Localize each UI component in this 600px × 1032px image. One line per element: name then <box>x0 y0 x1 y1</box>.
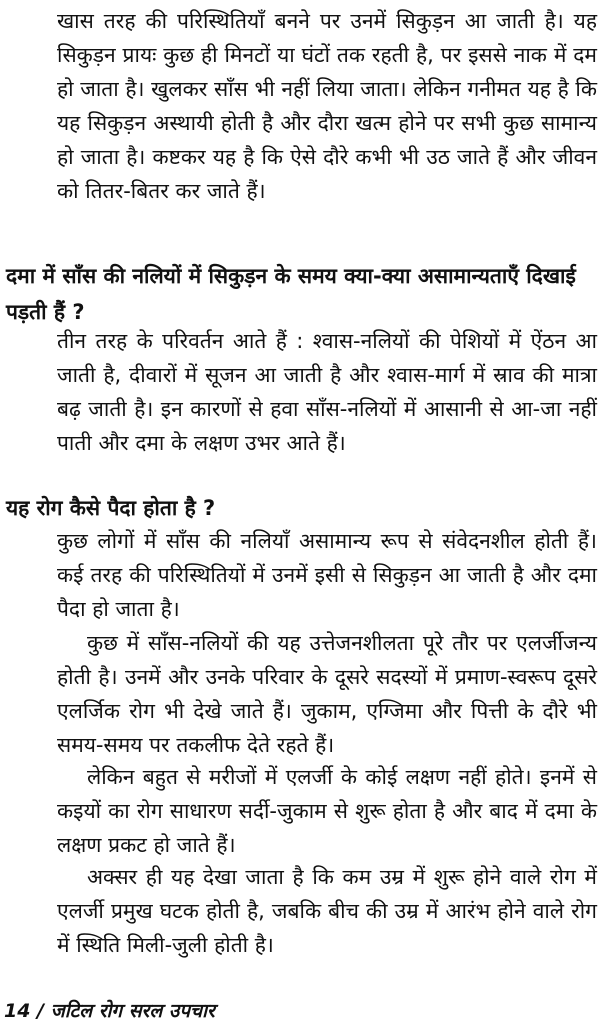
question-heading-abnormalities: दमा में साँस की नलियों में सिकुड़न के समय क्या-क्या असामान्यताएँ दिखाई पड़ती हैं ? <box>6 264 576 324</box>
paragraph-allergy: कुछ में साँस-नलियों की यह उत्तेजनशीलता पूरे तौर पर एलर्जीजन्य होती है। उनमें और उनके परिवार के दूसरे सदस्यों में प्रमाण-स्वरूप दूसरे एलर्जिक रोग भी देखे जाते हैं। जुकाम, एग्जिमा और पित्ती के दौरे भी समय-समय पर तकलीफ देते रहते हैं। <box>57 631 597 757</box>
paragraph-sensitive-tubes: कुछ लोगों में साँस की नलियाँ असामान्य रूप से संवेदनशील होती हैं। कई तरह की परिस्थितियों में उनमें इसी से सिकुड़न आ जाती है और दमा पैदा हो जाता है। <box>57 529 597 621</box>
page-footer: 14 / जटिल रोग सरल उपचार <box>4 1000 215 1022</box>
paragraph-age-factor: अक्सर ही यह देखा जाता है कि कम उम्र में शुरू होने वाले रोग में एलर्जी प्रमुख घटक होती है, जबकि बीच की उम्र में आरंभ होने वाले रोग में स्थिति मिली-जुली होती है। <box>57 865 597 957</box>
paragraph-three-changes: तीन तरह के परिवर्तन आते हैं : श्वास-नलियों की पेशियों में ऐंठन आ जाती है, दीवारों में सूजन आ जाती है और श्वास-मार्ग में स्राव की मात्रा बढ़ जाती है। इन कारणों से हवा साँस-नलियों में आसानी से आ-जा नहीं पाती और दमा के लक्षण उभर आते हैं। <box>57 329 597 455</box>
paragraph-non-allergic: लेकिन बहुत से मरीजों में एलर्जी के कोई लक्षण नहीं होते। इनमें से कइयों का रोग साधारण सर्दी-जुकाम से शुरू होता है और बाद में दमा के लक्षण प्रकट हो जाते हैं। <box>57 765 597 857</box>
question-heading-cause: यह रोग कैसे पैदा होता है ? <box>6 496 216 520</box>
paragraph-intro: खास तरह की परिस्थितियाँ बनने पर उनमें सिकुड़न आ जाती है। यह सिकुड़न प्रायः कुछ ही मिनटों या घंटों तक रहती है, पर इससे नाक में दम हो जाता है। खुलकर साँस भी नहीं लिया जाता। लेकिन गनीमत यह है कि यह सिकुड़न अस्थायी होती है और दौरा खत्म होने पर सभी कुछ सामान्य हो जाता है। कष्टकर यह है कि ऐसे दौरे कभी भी उठ जाते हैं और जीवन को तितर-बितर कर जाते हैं। <box>57 9 597 203</box>
